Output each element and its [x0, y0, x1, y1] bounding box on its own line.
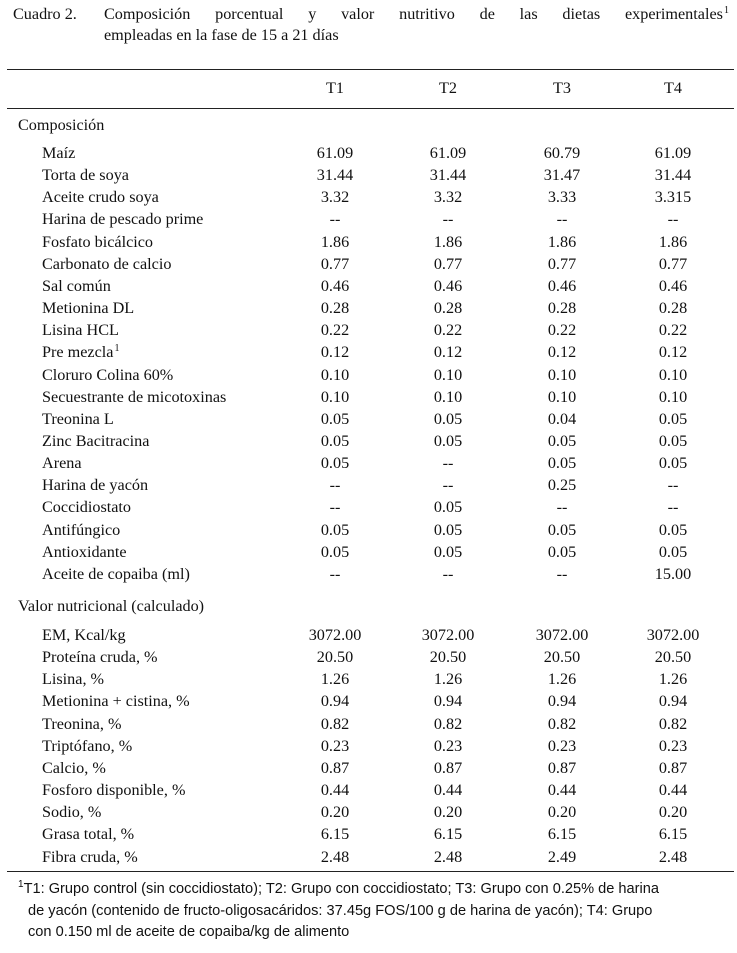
- table-header-row: [0, 77, 737, 99]
- cell-t4: 0.10: [658, 387, 688, 406]
- cell-t4: 0.46: [658, 276, 688, 295]
- cell-t3: --: [556, 564, 568, 583]
- table-row: [0, 690, 737, 712]
- row-label-text: Harina de pescado prime: [42, 210, 204, 229]
- row-label-text: Harina de yacón: [42, 476, 149, 495]
- cell-t4: 1.26: [658, 670, 688, 689]
- cell-t3: --: [556, 498, 568, 517]
- cell-t1: 0.05: [320, 520, 350, 539]
- table-row: [0, 186, 737, 208]
- section-title: Valor nutricional (calculado): [18, 597, 205, 615]
- cell-t4: 2.48: [658, 847, 688, 866]
- table-row: [0, 474, 737, 496]
- table-row: [0, 297, 737, 319]
- table-row: [0, 541, 737, 563]
- cell-t2: 0.46: [433, 276, 463, 295]
- cell-t2: 0.82: [433, 714, 463, 733]
- table-row: [0, 253, 737, 275]
- row-label: [42, 646, 158, 668]
- row-label: [42, 297, 134, 319]
- row-label-text: Pre mezcla: [42, 343, 114, 362]
- cell-t1: 0.05: [320, 409, 350, 428]
- row-label-text: Cloruro Colina 60%: [42, 365, 174, 384]
- table-row: [0, 452, 737, 474]
- cell-t4: 15.00: [654, 564, 692, 583]
- cell-t3: 0.05: [547, 520, 577, 539]
- cell-t1: 0.22: [320, 321, 350, 340]
- cell-t2: --: [442, 476, 454, 495]
- table-row: [0, 646, 737, 668]
- table-row: [0, 142, 737, 164]
- column-header-t4: T4: [664, 79, 682, 97]
- section-title: Composición: [18, 116, 105, 134]
- cell-t4: 3072.00: [646, 626, 700, 644]
- cell-t1: 0.94: [320, 692, 350, 711]
- row-label-text: Secuestrante de micotoxinas: [42, 387, 227, 406]
- cell-t1: 0.20: [320, 803, 350, 822]
- cell-t2: 0.87: [433, 758, 463, 777]
- row-label-footnote-marker: 1: [114, 343, 120, 355]
- cell-t2: 0.94: [433, 692, 463, 711]
- cell-t3: 3072.00: [535, 626, 589, 644]
- cell-t3: 0.04: [547, 409, 577, 428]
- row-label-text: Antifúngico: [42, 520, 121, 539]
- cell-t3: 0.23: [547, 736, 577, 755]
- caption-word: nutritivo: [399, 5, 455, 23]
- cell-t1: 0.05: [320, 542, 350, 561]
- table-row: [0, 846, 737, 868]
- cell-t2: 0.05: [433, 498, 463, 517]
- row-label-text: Sal común: [42, 276, 111, 295]
- row-label: [42, 846, 138, 868]
- cell-t2: 0.05: [433, 431, 463, 450]
- row-label: [42, 142, 75, 164]
- cell-t4: --: [667, 476, 679, 495]
- row-label: [42, 386, 226, 408]
- cell-t1: 0.12: [320, 343, 350, 362]
- row-label: [42, 624, 126, 646]
- cell-t2: 0.77: [433, 254, 463, 273]
- cell-t3: 0.82: [547, 714, 577, 733]
- cell-t2: 61.09: [429, 144, 467, 162]
- cell-t2: 1.86: [433, 232, 463, 251]
- row-label: [42, 496, 131, 518]
- caption-line-1: [104, 4, 729, 25]
- column-header-t2: T2: [439, 79, 457, 97]
- cell-t1: 0.77: [320, 254, 350, 273]
- cell-t4: 0.23: [658, 736, 688, 755]
- cell-t1: 0.82: [320, 714, 350, 733]
- cell-t4: 20.50: [654, 648, 692, 667]
- cell-t2: 0.23: [433, 736, 463, 755]
- table-row: [0, 563, 737, 585]
- table-top-rule: [7, 69, 734, 70]
- caption-word: experimentales: [624, 5, 723, 23]
- table-row: [0, 275, 737, 297]
- cell-t2: 6.15: [433, 825, 463, 844]
- row-label: [42, 563, 190, 585]
- cell-t3: 31.47: [543, 166, 581, 185]
- table-row: [0, 208, 737, 230]
- footnote-marker: 1: [18, 879, 24, 890]
- row-label-text: Calcio, %: [42, 758, 106, 777]
- row-label-text: Treonina L: [42, 409, 114, 428]
- row-label-text: Treonina, %: [42, 714, 122, 733]
- cell-t1: 0.23: [320, 736, 350, 755]
- table-caption: [13, 4, 729, 46]
- row-label: [42, 779, 185, 801]
- cell-t4: 0.20: [658, 803, 688, 822]
- cell-t1: 0.05: [320, 454, 350, 473]
- table-row: [0, 386, 737, 408]
- column-header-t3: T3: [553, 79, 571, 97]
- cell-t1: 0.10: [320, 365, 350, 384]
- cell-t3: 6.15: [547, 825, 577, 844]
- row-label: [42, 823, 134, 845]
- cell-t2: 0.12: [433, 343, 463, 362]
- caption-word: valor: [341, 5, 375, 23]
- row-label-text: Fosforo disponible, %: [42, 781, 186, 800]
- table-row: [0, 757, 737, 779]
- row-label: [42, 364, 173, 386]
- cell-t1: 0.10: [320, 387, 350, 406]
- cell-t1: 20.50: [316, 648, 354, 667]
- cell-t3: 20.50: [543, 648, 581, 667]
- cell-t1: 1.86: [320, 232, 350, 251]
- cell-t2: 0.10: [433, 387, 463, 406]
- table-row: [0, 364, 737, 386]
- row-label: [42, 408, 114, 430]
- cell-t3: 3.33: [547, 188, 577, 207]
- cell-t2: 0.10: [433, 365, 463, 384]
- cell-t3: 0.10: [547, 365, 577, 384]
- row-label-text: Carbonato de calcio: [42, 254, 172, 273]
- row-label: [42, 452, 82, 474]
- cell-t4: --: [667, 498, 679, 517]
- row-label: [42, 690, 190, 712]
- cell-t4: 0.22: [658, 321, 688, 340]
- table-row: [0, 823, 737, 845]
- cell-t3: 0.05: [547, 454, 577, 473]
- table-footnote: [17, 879, 733, 944]
- row-label-text: Zinc Bacitracina: [42, 431, 150, 450]
- section-heading-row: [0, 595, 737, 617]
- table-row: [0, 668, 737, 690]
- cell-t4: 0.28: [658, 299, 688, 318]
- cell-t4: --: [667, 210, 679, 229]
- cell-t4: 31.44: [654, 166, 692, 185]
- cell-t4: 61.09: [654, 144, 692, 162]
- cell-t4: 0.05: [658, 454, 688, 473]
- row-label-text: Triptófano, %: [42, 736, 133, 755]
- cell-t2: --: [442, 210, 454, 229]
- cell-t3: 2.49: [547, 847, 577, 866]
- footnote-line-1: [17, 879, 733, 901]
- cell-t2: 0.28: [433, 299, 463, 318]
- cell-t3: 0.44: [547, 781, 577, 800]
- column-header-t1: T1: [326, 79, 344, 97]
- row-label-text: Metionina + cistina, %: [42, 692, 190, 711]
- section-heading-row: [0, 114, 737, 136]
- table-row: [0, 319, 737, 341]
- cell-t4: 0.05: [658, 409, 688, 428]
- cell-t1: 3072.00: [308, 626, 362, 644]
- table-row: [0, 519, 737, 541]
- caption-word: Composición: [104, 5, 191, 23]
- row-label-text: Maíz: [42, 144, 76, 162]
- row-label-text: Lisina, %: [42, 670, 105, 689]
- row-label-text: Arena: [42, 454, 82, 473]
- row-label: [42, 186, 159, 208]
- row-label: [42, 735, 132, 757]
- footnote-text-1: T1: Grupo control (sin coccidiostato); T2: Grupo con coccidiostato; T3: Grupo con 0.25% de harina: [23, 881, 659, 897]
- cell-t1: 0.46: [320, 276, 350, 295]
- row-label-text: Metionina DL: [42, 299, 135, 318]
- cell-t3: 0.20: [547, 803, 577, 822]
- cell-t2: 0.22: [433, 321, 463, 340]
- cell-t4: 0.05: [658, 542, 688, 561]
- row-label: [42, 430, 149, 452]
- cell-t2: 0.05: [433, 520, 463, 539]
- table-row: [0, 735, 737, 757]
- caption-text: [104, 4, 729, 46]
- row-label: [42, 668, 104, 690]
- row-label: [42, 253, 171, 275]
- cell-t3: 0.46: [547, 276, 577, 295]
- cell-t3: 1.86: [547, 232, 577, 251]
- cell-t2: 2.48: [433, 847, 463, 866]
- cell-t2: 3.32: [433, 188, 463, 207]
- cell-t2: 1.26: [433, 670, 463, 689]
- row-label-text: Torta de soya: [42, 166, 129, 185]
- caption-footnote-marker: 1: [723, 5, 729, 16]
- row-label-text: Sodio, %: [42, 803, 102, 822]
- cell-t1: 3.32: [320, 188, 350, 207]
- cell-t4: 0.10: [658, 365, 688, 384]
- table-row: [0, 408, 737, 430]
- cell-t1: --: [329, 564, 341, 583]
- cell-t3: 0.77: [547, 254, 577, 273]
- table-row: [0, 496, 737, 518]
- table-row: [0, 231, 737, 253]
- cell-t1: 6.15: [320, 825, 350, 844]
- row-label: [42, 713, 121, 735]
- caption-word: las: [519, 5, 538, 23]
- cell-t1: 0.05: [320, 431, 350, 450]
- cell-t1: 61.09: [316, 144, 354, 162]
- cell-t4: 0.87: [658, 758, 688, 777]
- footnote-line-3: con 0.150 ml de aceite de copaiba/kg de alimento: [28, 924, 350, 940]
- cell-t2: 3072.00: [421, 626, 475, 644]
- table-row: [0, 713, 737, 735]
- row-label-text: EM, Kcal/kg: [42, 626, 126, 644]
- row-label-text: Fibra cruda, %: [42, 847, 138, 866]
- cell-t3: 0.28: [547, 299, 577, 318]
- table-row: [0, 624, 737, 646]
- cell-t1: --: [329, 498, 341, 517]
- cell-t4: 0.82: [658, 714, 688, 733]
- cell-t4: 1.86: [658, 232, 688, 251]
- row-label-text: Proteína cruda, %: [42, 648, 158, 667]
- cell-t4: 0.05: [658, 431, 688, 450]
- cell-t1: --: [329, 476, 341, 495]
- cell-t3: 0.05: [547, 431, 577, 450]
- cell-t4: 6.15: [658, 825, 688, 844]
- row-label: [42, 319, 119, 341]
- cell-t1: --: [329, 210, 341, 229]
- cell-t2: 0.44: [433, 781, 463, 800]
- row-label: [42, 208, 203, 230]
- caption-word: porcentual: [215, 5, 284, 23]
- cell-t3: 60.79: [543, 144, 581, 162]
- cell-t4: 0.44: [658, 781, 688, 800]
- row-label-text: Aceite crudo soya: [42, 188, 159, 207]
- cell-t3: 0.12: [547, 343, 577, 362]
- cell-t3: 0.25: [547, 476, 577, 495]
- cell-t1: 31.44: [316, 166, 354, 185]
- caption-line-2: empleadas en la fase de 15 a 21 días: [104, 26, 339, 44]
- cell-t3: 0.94: [547, 692, 577, 711]
- cell-t4: 0.05: [658, 520, 688, 539]
- cell-t1: 0.28: [320, 299, 350, 318]
- cell-t2: 31.44: [429, 166, 467, 185]
- table-row: [0, 779, 737, 801]
- cell-t2: 0.05: [433, 409, 463, 428]
- cell-t3: 0.10: [547, 387, 577, 406]
- caption-last-word: [625, 4, 729, 25]
- table-bottom-rule: [7, 871, 734, 872]
- cell-t2: --: [442, 454, 454, 473]
- row-label: [42, 231, 153, 253]
- cell-t2: 0.20: [433, 803, 463, 822]
- row-label: [42, 341, 119, 363]
- cell-t4: 0.94: [658, 692, 688, 711]
- row-label: [42, 757, 106, 779]
- row-label-text: Aceite de copaiba (ml): [42, 564, 190, 583]
- cell-t4: 0.77: [658, 254, 688, 273]
- row-label-text: Antioxidante: [42, 542, 127, 561]
- caption-word: de: [479, 5, 495, 23]
- table-header-rule: [7, 108, 734, 109]
- cell-t3: 0.87: [547, 758, 577, 777]
- row-label-text: Lisina HCL: [42, 321, 119, 340]
- row-label-text: Coccidiostato: [42, 498, 132, 517]
- cell-t1: 0.87: [320, 758, 350, 777]
- cell-t2: 20.50: [429, 648, 467, 667]
- cell-t4: 0.12: [658, 343, 688, 362]
- cell-t4: 3.315: [654, 188, 692, 207]
- cell-t1: 2.48: [320, 847, 350, 866]
- row-label: [42, 519, 120, 541]
- cell-t1: 0.44: [320, 781, 350, 800]
- table-row: [0, 164, 737, 186]
- caption-word: y: [308, 5, 317, 23]
- table-row: [0, 341, 737, 363]
- cell-t2: --: [442, 564, 454, 583]
- row-label: [42, 275, 111, 297]
- cell-t3: 0.05: [547, 542, 577, 561]
- table-row: [0, 801, 737, 823]
- table-row: [0, 430, 737, 452]
- caption-label: Cuadro 2.: [13, 5, 77, 23]
- cell-t3: --: [556, 210, 568, 229]
- cell-t3: 0.22: [547, 321, 577, 340]
- row-label: [42, 801, 101, 823]
- row-label: [42, 474, 148, 496]
- cell-t1: 1.26: [320, 670, 350, 689]
- row-label-text: Fosfato bicálcico: [42, 232, 154, 251]
- cell-t2: 0.05: [433, 542, 463, 561]
- caption-word: dietas: [562, 5, 601, 23]
- row-label: [42, 541, 127, 563]
- footnote-line-2: de yacón (contenido de fructo-oligosacáridos: 37.45g FOS/100 g de harina de yacón); T4: Grupo: [28, 902, 653, 919]
- row-label-text: Grasa total, %: [42, 825, 135, 844]
- cell-t3: 1.26: [547, 670, 577, 689]
- row-label: [42, 164, 129, 186]
